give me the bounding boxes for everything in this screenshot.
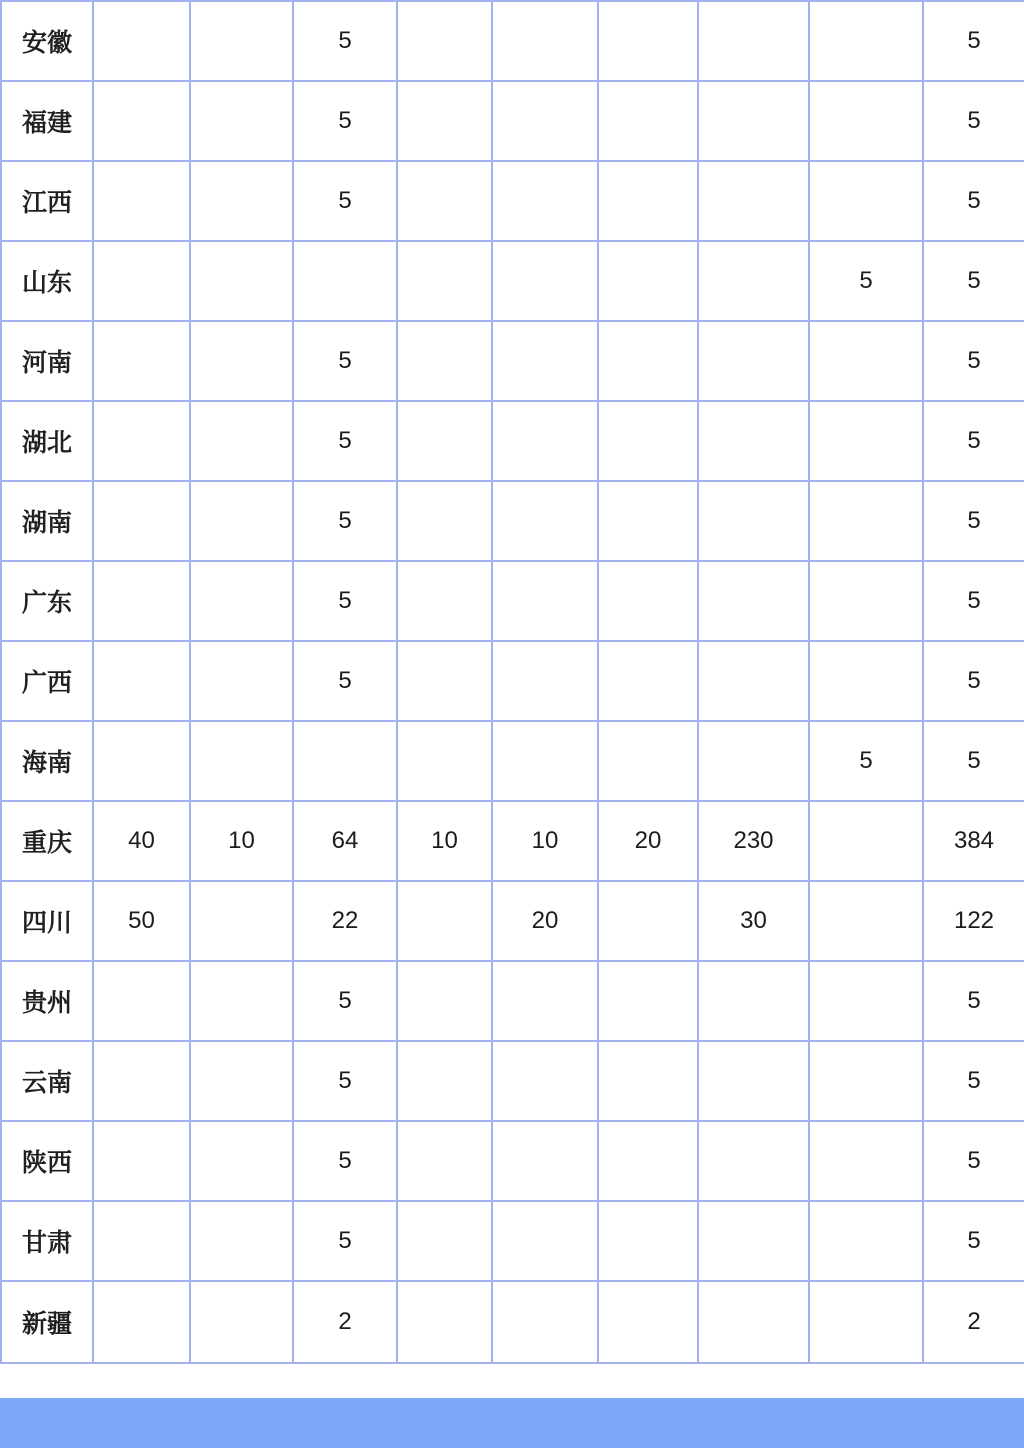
value-cell	[698, 81, 809, 161]
value-cell	[190, 1121, 293, 1201]
value-cell	[598, 401, 698, 481]
value-cell	[809, 161, 923, 241]
total-cell: 5	[923, 1, 1024, 81]
value-cell	[397, 561, 492, 641]
total-cell: 5	[923, 481, 1024, 561]
region-name-cell: 湖南	[1, 481, 93, 561]
value-cell	[492, 641, 598, 721]
region-name-cell: 四川	[1, 881, 93, 961]
value-cell	[492, 241, 598, 321]
value-cell	[397, 241, 492, 321]
value-cell	[698, 1201, 809, 1281]
value-cell	[698, 481, 809, 561]
value-cell: 10	[190, 801, 293, 881]
value-cell	[598, 561, 698, 641]
footer-band	[0, 1398, 1024, 1448]
value-cell	[698, 241, 809, 321]
value-cell	[598, 161, 698, 241]
total-cell: 5	[923, 641, 1024, 721]
table-row	[1, 1041, 1024, 1121]
value-cell	[93, 1041, 190, 1121]
region-name-cell: 新疆	[1, 1281, 93, 1363]
value-cell	[492, 81, 598, 161]
region-name-cell: 河南	[1, 321, 93, 401]
value-cell	[598, 961, 698, 1041]
value-cell	[492, 1121, 598, 1201]
value-cell	[397, 1041, 492, 1121]
total-cell: 5	[923, 401, 1024, 481]
value-cell	[809, 561, 923, 641]
total-cell: 2	[923, 1281, 1024, 1363]
value-cell: 20	[598, 801, 698, 881]
value-cell	[598, 721, 698, 801]
value-cell	[809, 401, 923, 481]
table-row	[1, 561, 1024, 641]
value-cell	[492, 721, 598, 801]
value-cell	[397, 481, 492, 561]
value-cell	[809, 321, 923, 401]
value-cell	[93, 561, 190, 641]
table-row	[1, 721, 1024, 801]
table-row	[1, 881, 1024, 961]
total-cell: 5	[923, 1201, 1024, 1281]
table-row	[1, 241, 1024, 321]
value-cell	[190, 161, 293, 241]
value-cell	[809, 1201, 923, 1281]
value-cell	[809, 801, 923, 881]
table-row	[1, 481, 1024, 561]
value-cell	[190, 1041, 293, 1121]
value-cell	[190, 81, 293, 161]
region-name-cell: 广西	[1, 641, 93, 721]
value-cell	[598, 1, 698, 81]
value-cell	[190, 961, 293, 1041]
value-cell	[397, 401, 492, 481]
region-name-cell: 湖北	[1, 401, 93, 481]
value-cell	[190, 561, 293, 641]
value-cell: 5	[293, 1201, 397, 1281]
value-cell	[598, 481, 698, 561]
value-cell	[492, 1, 598, 81]
value-cell	[397, 1201, 492, 1281]
table-row	[1, 1, 1024, 81]
value-cell: 5	[293, 1, 397, 81]
table-row	[1, 321, 1024, 401]
value-cell: 64	[293, 801, 397, 881]
value-cell	[598, 241, 698, 321]
value-cell	[809, 1281, 923, 1363]
value-cell	[190, 881, 293, 961]
value-cell	[492, 1281, 598, 1363]
value-cell	[492, 481, 598, 561]
value-cell	[809, 881, 923, 961]
region-name-cell: 陕西	[1, 1121, 93, 1201]
value-cell: 50	[93, 881, 190, 961]
total-cell: 5	[923, 321, 1024, 401]
value-cell	[397, 321, 492, 401]
value-cell	[492, 1201, 598, 1281]
value-cell	[492, 161, 598, 241]
value-cell: 20	[492, 881, 598, 961]
value-cell: 5	[809, 241, 923, 321]
value-cell	[492, 1041, 598, 1121]
value-cell	[698, 321, 809, 401]
value-cell	[598, 1041, 698, 1121]
total-cell: 5	[923, 721, 1024, 801]
value-cell: 30	[698, 881, 809, 961]
value-cell	[190, 641, 293, 721]
value-cell	[397, 161, 492, 241]
value-cell	[698, 641, 809, 721]
total-cell: 5	[923, 241, 1024, 321]
total-cell: 384	[923, 801, 1024, 881]
table-row	[1, 1201, 1024, 1281]
value-cell	[492, 321, 598, 401]
value-cell	[93, 1281, 190, 1363]
value-cell	[93, 1201, 190, 1281]
value-cell	[93, 321, 190, 401]
value-cell: 5	[809, 721, 923, 801]
value-cell: 10	[492, 801, 598, 881]
value-cell: 2	[293, 1281, 397, 1363]
region-name-cell: 重庆	[1, 801, 93, 881]
value-cell: 5	[293, 481, 397, 561]
value-cell	[698, 1, 809, 81]
value-cell: 5	[293, 561, 397, 641]
value-cell: 10	[397, 801, 492, 881]
value-cell: 230	[698, 801, 809, 881]
value-cell	[190, 401, 293, 481]
value-cell	[93, 961, 190, 1041]
value-cell	[397, 641, 492, 721]
total-cell: 5	[923, 81, 1024, 161]
value-cell	[93, 641, 190, 721]
value-cell	[809, 81, 923, 161]
value-cell	[598, 1281, 698, 1363]
value-cell	[93, 721, 190, 801]
region-name-cell: 安徽	[1, 1, 93, 81]
region-name-cell: 云南	[1, 1041, 93, 1121]
value-cell	[190, 321, 293, 401]
total-cell: 5	[923, 561, 1024, 641]
value-cell	[598, 1121, 698, 1201]
value-cell	[93, 481, 190, 561]
total-cell: 5	[923, 1041, 1024, 1121]
value-cell	[397, 1, 492, 81]
value-cell: 5	[293, 641, 397, 721]
value-cell: 5	[293, 321, 397, 401]
value-cell	[809, 1041, 923, 1121]
value-cell	[190, 1281, 293, 1363]
value-cell: 5	[293, 1041, 397, 1121]
value-cell	[809, 1121, 923, 1201]
value-cell: 5	[293, 961, 397, 1041]
value-cell	[190, 1201, 293, 1281]
value-cell: 5	[293, 401, 397, 481]
value-cell	[698, 721, 809, 801]
value-cell	[492, 961, 598, 1041]
value-cell: 5	[293, 161, 397, 241]
value-cell	[397, 1281, 492, 1363]
value-cell	[190, 481, 293, 561]
value-cell	[397, 721, 492, 801]
value-cell	[809, 1, 923, 81]
value-cell	[190, 721, 293, 801]
region-name-cell: 江西	[1, 161, 93, 241]
value-cell	[93, 1121, 190, 1201]
value-cell	[93, 81, 190, 161]
total-cell: 122	[923, 881, 1024, 961]
value-cell	[809, 641, 923, 721]
value-cell: 5	[293, 1121, 397, 1201]
value-cell	[93, 161, 190, 241]
value-cell	[293, 721, 397, 801]
value-cell	[698, 401, 809, 481]
value-cell	[190, 1, 293, 81]
table-row	[1, 1281, 1024, 1363]
value-cell	[809, 481, 923, 561]
table-row	[1, 1121, 1024, 1201]
value-cell	[598, 881, 698, 961]
value-cell	[397, 1121, 492, 1201]
region-name-cell: 福建	[1, 81, 93, 161]
value-cell: 22	[293, 881, 397, 961]
table-row	[1, 641, 1024, 721]
value-cell	[397, 81, 492, 161]
value-cell	[598, 81, 698, 161]
value-cell	[492, 561, 598, 641]
region-name-cell: 甘肃	[1, 1201, 93, 1281]
value-cell	[93, 1, 190, 81]
value-cell	[809, 961, 923, 1041]
value-cell	[698, 1041, 809, 1121]
region-name-cell: 山东	[1, 241, 93, 321]
value-cell	[598, 1201, 698, 1281]
value-cell	[397, 961, 492, 1041]
value-cell	[698, 561, 809, 641]
value-cell: 5	[293, 81, 397, 161]
table-row	[1, 961, 1024, 1041]
table-row	[1, 401, 1024, 481]
value-cell	[698, 1281, 809, 1363]
value-cell	[698, 161, 809, 241]
table-row	[1, 81, 1024, 161]
region-name-cell: 贵州	[1, 961, 93, 1041]
value-cell	[93, 401, 190, 481]
value-cell: 40	[93, 801, 190, 881]
value-cell	[698, 961, 809, 1041]
value-cell	[492, 401, 598, 481]
total-cell: 5	[923, 961, 1024, 1041]
value-cell	[397, 881, 492, 961]
total-cell: 5	[923, 161, 1024, 241]
value-cell	[293, 241, 397, 321]
table-row	[1, 801, 1024, 881]
total-cell: 5	[923, 1121, 1024, 1201]
value-cell	[598, 641, 698, 721]
value-cell	[598, 321, 698, 401]
region-name-cell: 海南	[1, 721, 93, 801]
region-name-cell: 广东	[1, 561, 93, 641]
value-cell	[698, 1121, 809, 1201]
table-row	[1, 161, 1024, 241]
value-cell	[93, 241, 190, 321]
table-body	[1, 1, 1024, 1363]
value-cell	[190, 241, 293, 321]
